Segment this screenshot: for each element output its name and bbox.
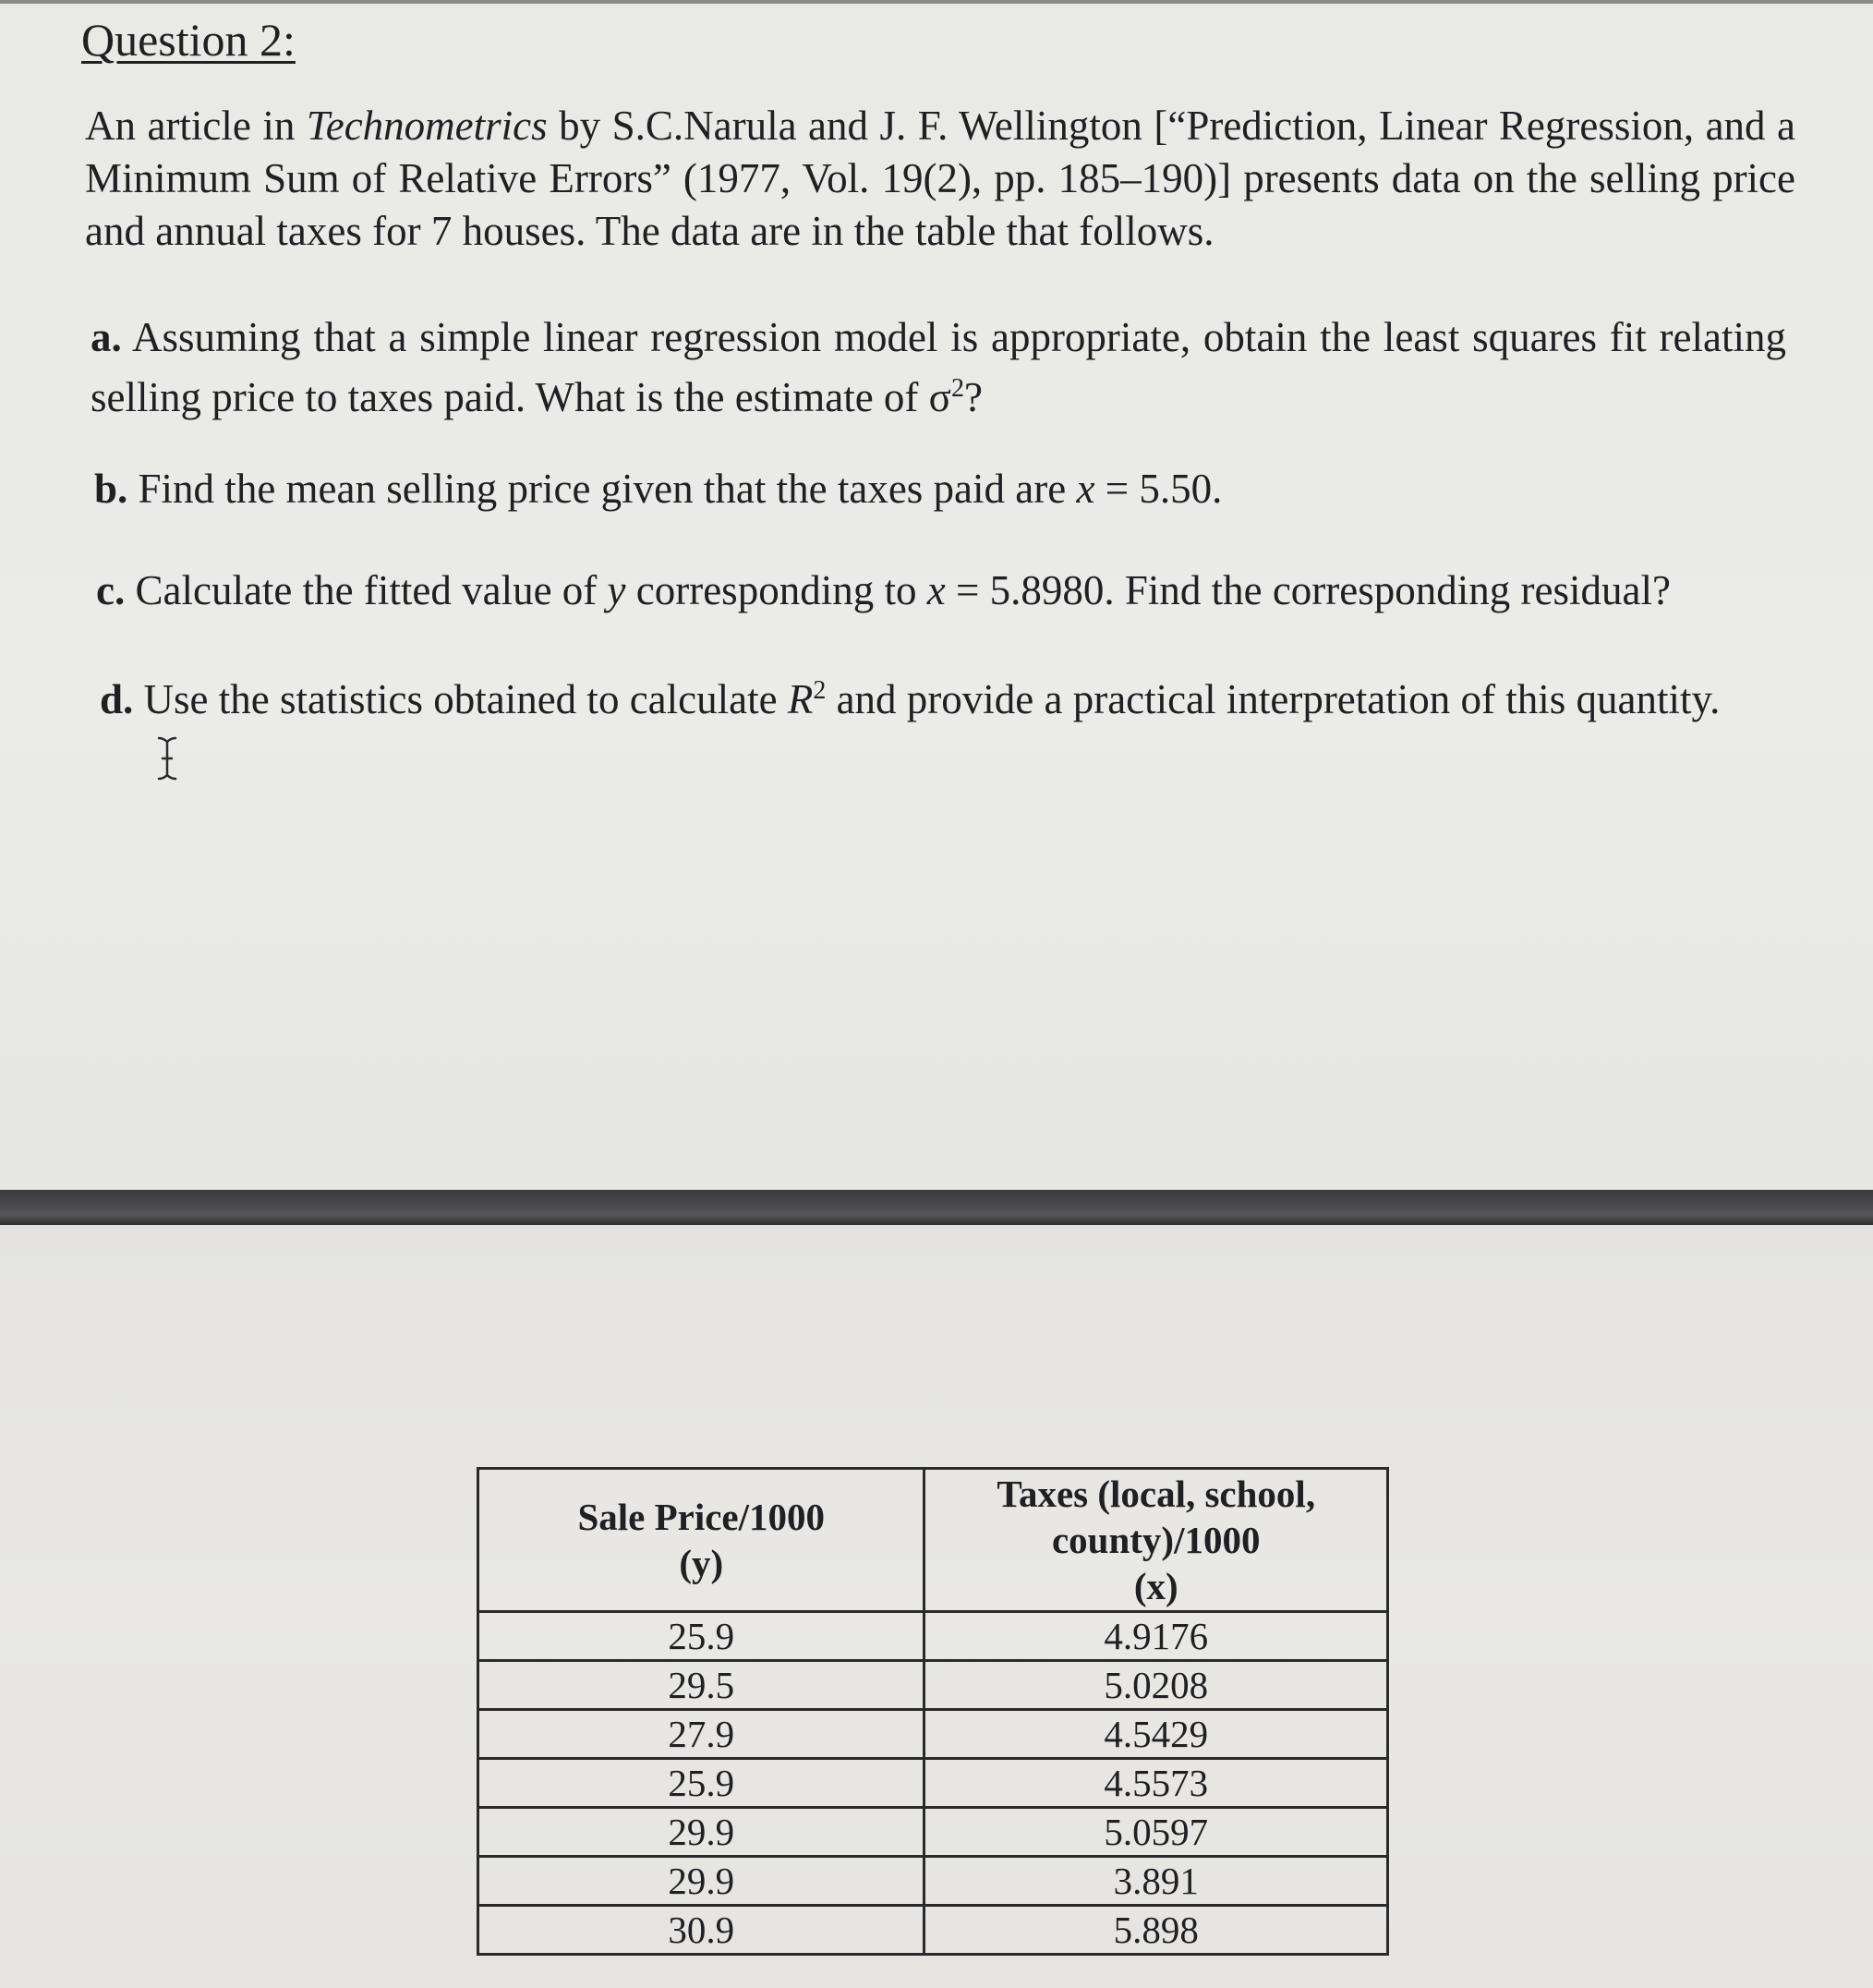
- table-row: [478, 1661, 1388, 1710]
- part-b-text-end: = 5.50.: [1094, 466, 1223, 512]
- table-row: [478, 1808, 1388, 1857]
- part-d: [100, 665, 1795, 725]
- journal-name: Technometrics: [306, 103, 548, 149]
- part-a-text: Assuming that a simple linear regression model is appropriate, obtain the least squares fit relating selling price to taxes paid. What is the estimate of σ: [91, 314, 1786, 420]
- taxes-cell: 4.9176: [924, 1612, 1388, 1661]
- question-intro: [85, 100, 1795, 258]
- header-sale-price-line2: (y): [679, 1542, 724, 1584]
- header-sale-price: [478, 1469, 924, 1612]
- table-row: [478, 1906, 1388, 1955]
- part-d-superscript: 2: [813, 676, 827, 705]
- part-d-text: Use the statistics obtained to calculate: [133, 676, 788, 722]
- intro-text-start: An article in: [85, 103, 307, 149]
- taxes-cell: 3.891: [924, 1857, 1388, 1906]
- part-a-text-end: ?: [963, 374, 983, 420]
- header-taxes-line1: Taxes (local, school,: [997, 1473, 1316, 1515]
- screen-divider: [0, 1190, 1873, 1225]
- part-c-letter: c.: [96, 567, 126, 613]
- part-c-text-end: = 5.8980. Find the corresponding residual?: [945, 567, 1671, 613]
- taxes-cell: 5.0597: [924, 1808, 1388, 1857]
- taxes-cell: 5.0208: [924, 1661, 1388, 1710]
- part-b-variable: x: [1076, 466, 1095, 512]
- part-c-text-mid: corresponding to: [625, 567, 927, 613]
- header-taxes-line2: county)/1000: [1051, 1519, 1261, 1561]
- part-d-letter: d.: [100, 676, 134, 722]
- sale-price-cell: 29.9: [478, 1857, 924, 1906]
- table-row: [478, 1857, 1388, 1906]
- part-d-text-end: and provide a practical interpretation of this quantity.: [826, 676, 1721, 722]
- data-table: [477, 1467, 1389, 1956]
- header-taxes-line3: (x): [1133, 1565, 1178, 1607]
- taxes-cell: 4.5429: [924, 1710, 1388, 1759]
- sale-price-cell: 29.5: [478, 1661, 924, 1710]
- part-c-variable-y: y: [607, 567, 626, 613]
- table-row: [478, 1759, 1388, 1808]
- intro-text-end: by S.C.Narula and J. F. Wellington [“Prediction, Linear Regression, and a Minimum Sum of Relative Errors” (1977, Vol. 19(2), pp. 185–190)] presents data on the selling price and annual taxes for 7 houses. The data are in the table that follows.: [85, 103, 1795, 254]
- table-row: [478, 1612, 1388, 1661]
- part-c-text: Calculate the fitted value of: [125, 567, 608, 613]
- top-edge-line: [0, 0, 1873, 4]
- sale-price-cell: 30.9: [478, 1906, 924, 1955]
- sale-price-cell: 27.9: [478, 1710, 924, 1759]
- table-header-row: [478, 1469, 1388, 1612]
- sale-price-cell: 25.9: [478, 1612, 924, 1661]
- sale-price-cell: 29.9: [478, 1808, 924, 1857]
- question-title: Question 2:: [81, 14, 296, 66]
- part-c: [96, 565, 1792, 616]
- table-row: [478, 1710, 1388, 1759]
- header-sale-price-line1: Sale Price/1000: [577, 1496, 825, 1538]
- taxes-cell: 4.5573: [924, 1759, 1388, 1808]
- text-cursor-icon: [155, 735, 179, 782]
- sale-price-cell: 25.9: [478, 1759, 924, 1808]
- header-taxes: [924, 1469, 1388, 1612]
- part-a-letter: a.: [91, 314, 122, 360]
- part-c-variable-x: x: [926, 567, 946, 613]
- part-a: [91, 312, 1786, 423]
- part-a-superscript: 2: [950, 374, 964, 403]
- part-b-letter: b.: [94, 466, 128, 512]
- taxes-cell: 5.898: [924, 1906, 1388, 1955]
- part-d-variable: R: [787, 676, 814, 722]
- part-b: [94, 464, 1790, 515]
- part-b-text: Find the mean selling price given that the taxes paid are: [127, 466, 1077, 512]
